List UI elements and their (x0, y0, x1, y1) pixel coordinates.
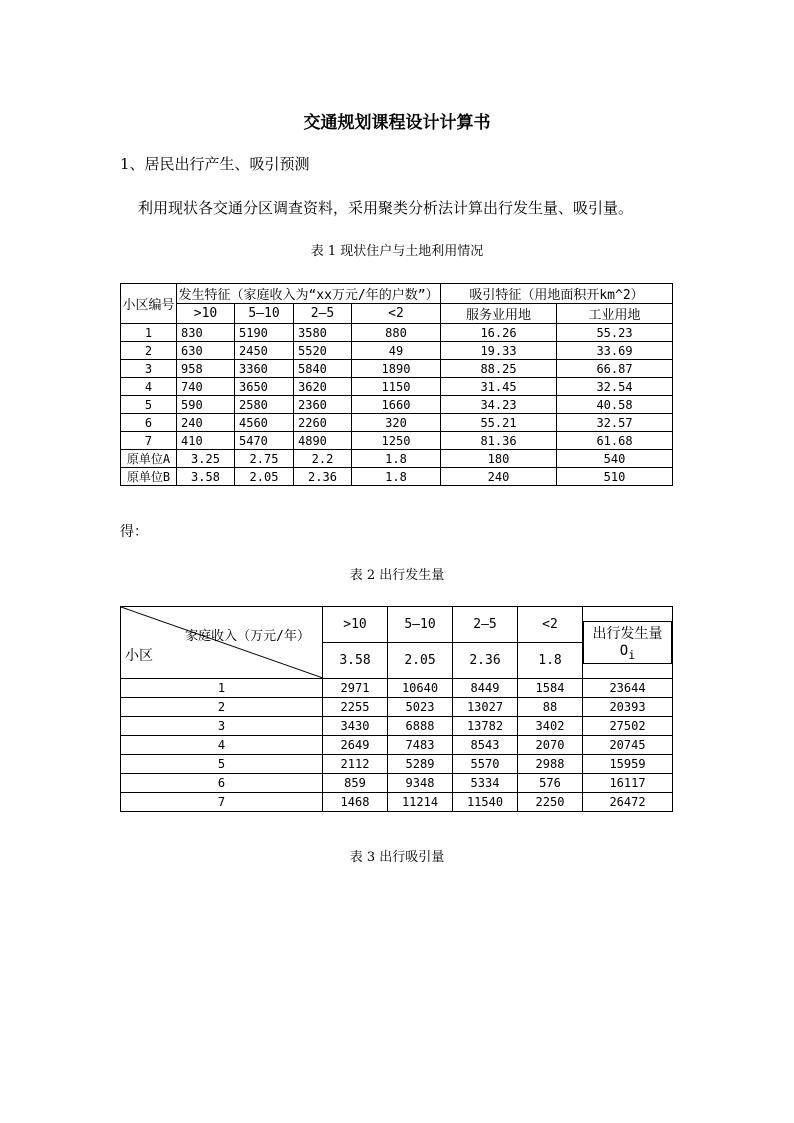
table-cell: 540 (557, 450, 673, 468)
table2-income-col: <2 (518, 607, 583, 643)
table-cell: 740 (177, 378, 235, 396)
table2-diagonal-header (121, 607, 323, 679)
table1-subheader: 服务业用地 (441, 304, 557, 324)
table-cell: 1584 (518, 679, 583, 698)
table-cell: 55.21 (441, 414, 557, 432)
table-cell: 34.23 (441, 396, 557, 414)
table1-group-attraction: 吸引特征（用地面积开km^2） (441, 284, 673, 304)
result-lead-text: 得： (120, 524, 148, 540)
table-cell: 5570 (453, 755, 518, 774)
table-cell: 55.23 (557, 324, 673, 342)
table-cell: 4 (121, 378, 177, 396)
table-cell: 3 (121, 360, 177, 378)
table-cell: 27502 (583, 717, 673, 736)
table-cell: 16117 (583, 774, 673, 793)
table-cell: 2.36 (294, 468, 352, 486)
section-heading: 1、居民出行产生、吸引预测 (120, 155, 310, 173)
table3-caption: 表 3 出行吸引量 (349, 850, 445, 865)
table-row (121, 793, 673, 812)
table-row (121, 717, 673, 736)
table-cell: 6 (121, 774, 323, 793)
table-cell: 5 (121, 396, 177, 414)
table-row (121, 736, 673, 755)
table-cell: 510 (557, 468, 673, 486)
table-cell: 8449 (453, 679, 518, 698)
table-cell: 88.25 (441, 360, 557, 378)
table-cell: 1890 (352, 360, 441, 378)
table-cell: 958 (177, 360, 235, 378)
table-cell: 859 (323, 774, 388, 793)
table-cell: 2.75 (235, 450, 294, 468)
table-cell: 32.54 (557, 378, 673, 396)
table1-group-generation: 发生特征（家庭收入为“xx万元/年的户数”） (177, 284, 441, 304)
table2-income-col: 5—10 (388, 607, 453, 643)
table-cell: 40.58 (557, 396, 673, 414)
result-label-subscript: i (628, 647, 636, 662)
table-cell: 2260 (294, 414, 352, 432)
table-cell: 5840 (294, 360, 352, 378)
table-cell: 2360 (294, 396, 352, 414)
table-cell: 5470 (235, 432, 294, 450)
table-cell: 5023 (388, 698, 453, 717)
table2-caption: 表 2 出行发生量 (349, 568, 445, 583)
table-cell: 4 (121, 736, 323, 755)
table-row (121, 432, 673, 450)
table-row (121, 774, 673, 793)
table-cell: 11214 (388, 793, 453, 812)
income-label: 家庭收入（万元/年） (185, 629, 310, 644)
table2-income-col: 2—5 (453, 607, 518, 643)
table-row (121, 698, 673, 717)
table1-subheader: 工业用地 (557, 304, 673, 324)
table-cell: 180 (441, 450, 557, 468)
table-cell: 830 (177, 324, 235, 342)
table-row (121, 414, 673, 432)
table-cell: 5334 (453, 774, 518, 793)
table-row (121, 679, 673, 698)
table2-coef: 2.36 (453, 643, 518, 679)
table-cell: 1 (121, 324, 177, 342)
table-cell: 7 (121, 432, 177, 450)
table-cell: 590 (177, 396, 235, 414)
table-cell: 2.2 (294, 450, 352, 468)
table-cell: 3650 (235, 378, 294, 396)
table-cell: 630 (177, 342, 235, 360)
table-cell: 2250 (518, 793, 583, 812)
table2-income-col: >10 (323, 607, 388, 643)
table-cell: 4890 (294, 432, 352, 450)
table-cell: 3620 (294, 378, 352, 396)
table-cell: 23644 (583, 679, 673, 698)
table-cell: 880 (352, 324, 441, 342)
table-cell: 2070 (518, 736, 583, 755)
table-cell: 13782 (453, 717, 518, 736)
table-cell: 5520 (294, 342, 352, 360)
table-cell: 8543 (453, 736, 518, 755)
table-cell: 32.57 (557, 414, 673, 432)
table-cell: 410 (177, 432, 235, 450)
table-cell: 原单位A (121, 450, 177, 468)
table-cell: 2988 (518, 755, 583, 774)
table-cell: 6 (121, 414, 177, 432)
table-cell: 1.8 (352, 468, 441, 486)
table-cell: 20393 (583, 698, 673, 717)
table-cell: 49 (352, 342, 441, 360)
table-row (121, 342, 673, 360)
table-cell: 5190 (235, 324, 294, 342)
document-title: 交通规划课程设计计算书 (303, 113, 491, 133)
table-cell: 2450 (235, 342, 294, 360)
table-cell: 26472 (583, 793, 673, 812)
table-cell: 3.58 (177, 468, 235, 486)
table-cell: 9348 (388, 774, 453, 793)
table-cell: 2.05 (235, 468, 294, 486)
table1-subheader: 2—5 (294, 304, 352, 324)
table-row (121, 468, 673, 486)
table-cell: 20745 (583, 736, 673, 755)
table-cell: 2580 (235, 396, 294, 414)
intro-paragraph: 利用现状各交通分区调查资料，采用聚类分析法计算出行发生量、吸引量。 (138, 199, 634, 217)
table-cell: 7 (121, 793, 323, 812)
table-cell: 33.69 (557, 342, 673, 360)
table-cell: 3430 (323, 717, 388, 736)
table-row (121, 755, 673, 774)
table-cell: 1250 (352, 432, 441, 450)
table-cell: 2649 (323, 736, 388, 755)
table-cell: 576 (518, 774, 583, 793)
table-cell: 1 (121, 679, 323, 698)
table-cell: 1150 (352, 378, 441, 396)
table-row (121, 324, 673, 342)
table-cell: 3402 (518, 717, 583, 736)
table2-coef: 1.8 (518, 643, 583, 679)
table-cell: 66.87 (557, 360, 673, 378)
table1-col-zone: 小区编号 (121, 284, 177, 324)
table2-trip-generation (120, 606, 673, 812)
table1-subheader: <2 (352, 304, 441, 324)
table-cell: 320 (352, 414, 441, 432)
table-cell: 7483 (388, 736, 453, 755)
table-cell: 4560 (235, 414, 294, 432)
table-cell: 1.8 (352, 450, 441, 468)
table-cell: 2255 (323, 698, 388, 717)
table-row (121, 360, 673, 378)
table-cell: 3 (121, 717, 323, 736)
result-label: 出行发生量O (592, 626, 663, 660)
table-cell: 1468 (323, 793, 388, 812)
table-cell: 31.45 (441, 378, 557, 396)
table-cell: 11540 (453, 793, 518, 812)
table-cell: 240 (177, 414, 235, 432)
table2-result-header (583, 607, 673, 679)
table-cell: 2971 (323, 679, 388, 698)
table-cell: 1660 (352, 396, 441, 414)
table-cell: 16.26 (441, 324, 557, 342)
table2-coef: 2.05 (388, 643, 453, 679)
table-cell: 240 (441, 468, 557, 486)
table-cell: 原单位B (121, 468, 177, 486)
table-cell: 19.33 (441, 342, 557, 360)
table-cell: 2 (121, 698, 323, 717)
table-cell: 6888 (388, 717, 453, 736)
table-cell: 2112 (323, 755, 388, 774)
table1-subheader: >10 (177, 304, 235, 324)
result-label-box (583, 621, 672, 664)
table-row (121, 378, 673, 396)
table-cell: 61.68 (557, 432, 673, 450)
table-row (121, 450, 673, 468)
table-cell: 3580 (294, 324, 352, 342)
table-cell: 2 (121, 342, 177, 360)
table-cell: 15959 (583, 755, 673, 774)
table2-coef: 3.58 (323, 643, 388, 679)
table-cell: 5289 (388, 755, 453, 774)
table-cell: 81.36 (441, 432, 557, 450)
table1-subheader: 5—10 (235, 304, 294, 324)
table-cell: 3.25 (177, 450, 235, 468)
table-cell: 88 (518, 698, 583, 717)
table-cell: 13027 (453, 698, 518, 717)
table-cell: 3360 (235, 360, 294, 378)
table-row (121, 396, 673, 414)
table-cell: 10640 (388, 679, 453, 698)
zone-label: 小区 (125, 648, 153, 664)
table-cell: 5 (121, 755, 323, 774)
table1-land-use (120, 283, 673, 486)
table1-caption: 表 1 现状住户与土地利用情况 (310, 244, 484, 259)
